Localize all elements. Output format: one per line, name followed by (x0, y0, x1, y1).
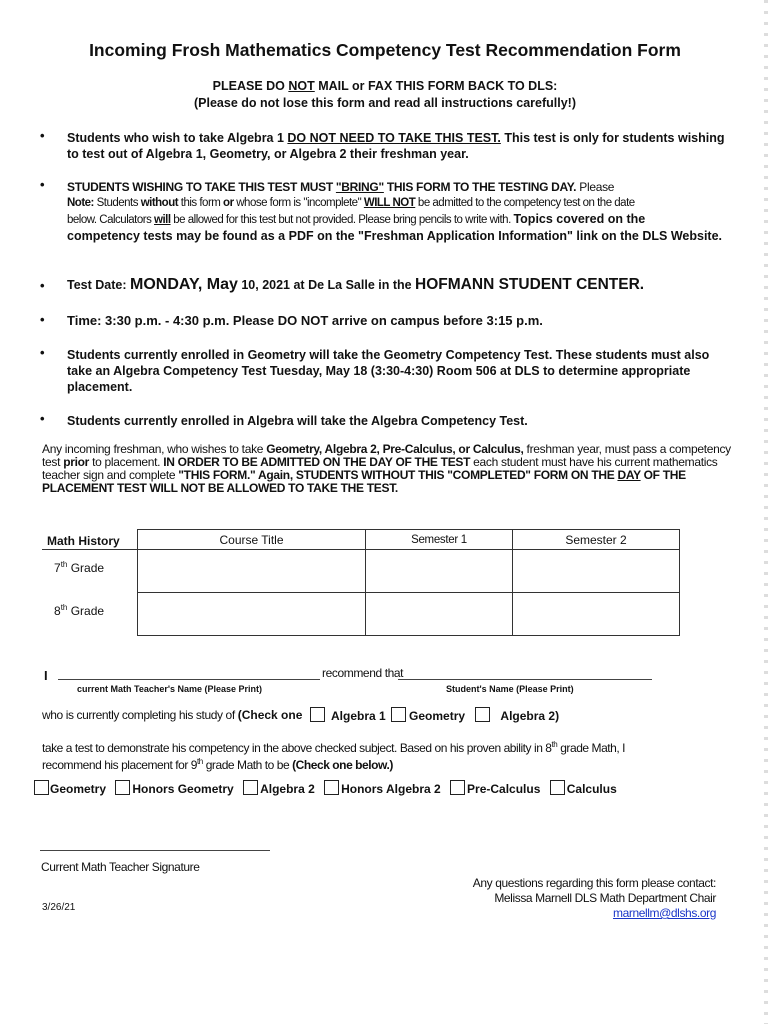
grade-7-semester-1-cell[interactable] (366, 550, 513, 593)
instructions-paragraph: Any incoming freshman, who wishes to take Geometry, Algebra 2, Pre-Calculus, or Calculus, freshman year, must pass a competency test prior to placement. IN ORDER TO BE ADMITTED ON THE DAY OF THE TEST each student must have his current mathematics teacher sign and complete "THIS FORM." Again, STUDENTS WITHOUT THIS "COMPLETED" FORM ON THE DAY OF THE PLACEMENT TEST WILL NOT BE ALLOWED TO TAKE THE TEST. (42, 442, 731, 495)
grade-8-label: 8th Grade (42, 593, 138, 636)
teacher-name-field[interactable] (58, 679, 320, 680)
bullet-algebra1-note: Students who wish to take Algebra 1 DO NOT NEED TO TAKE THIS TEST. This test is only for students wishing to test out of Algebra 1, Geometry, or Algebra 2 their freshman year. (67, 131, 725, 161)
signature-label: Current Math Teacher Signature (41, 860, 200, 874)
table-row (42, 593, 680, 636)
algebra1-checkbox[interactable] (310, 707, 325, 722)
bullet-algebra-students: Students currently enrolled in Algebra will take the Algebra Competency Test. (67, 414, 528, 428)
algebra2-checkbox[interactable] (475, 707, 490, 722)
table-row (42, 550, 680, 593)
grade-8-semester-1-cell[interactable] (366, 593, 513, 636)
geometry-checkbox[interactable] (391, 707, 406, 722)
grade-8-course-cell[interactable] (138, 593, 366, 636)
recommend-that-label: recommend that (322, 666, 404, 680)
recommend-i-label: I (44, 668, 48, 683)
contact-line-1: Any questions regarding this form please contact: (472, 876, 716, 890)
bullet-dot: • (40, 345, 45, 360)
current-course-options: Algebra 1 Geometry Algebra 2) (310, 707, 559, 723)
placement-honors-algebra2-checkbox[interactable] (324, 780, 339, 795)
grade-7-course-cell[interactable] (138, 550, 366, 593)
table-header-semester-1: Semester 1 (366, 530, 513, 550)
contact-email-link[interactable]: marnellm@dlshs.org (612, 906, 716, 920)
contact-block (473, 876, 716, 921)
bullet-dot: • (40, 278, 45, 293)
form-title: Incoming Frosh Mathematics Competency Test Recommendation Form (89, 40, 681, 60)
placement-precalculus-checkbox[interactable] (450, 780, 465, 795)
notice-line-2: (Please do not lose this form and read all instructions carefully!) (193, 96, 577, 110)
bullet-dot: • (40, 177, 45, 192)
student-name-field[interactable] (398, 679, 652, 680)
placement-honors-geometry-checkbox[interactable] (115, 780, 130, 795)
student-name-caption: Student's Name (Please Print) (446, 684, 574, 694)
bullet-dot: • (40, 128, 45, 143)
contact-line-2: Melissa Marnell DLS Math Department Chair (494, 891, 716, 905)
placement-calculus-checkbox[interactable] (550, 780, 565, 795)
grade-7-label: 7th Grade (42, 550, 138, 593)
placement-geometry-checkbox[interactable] (34, 780, 49, 795)
bullet-geometry-students: Students currently enrolled in Geometry will take the Geometry Competency Test. These students must also take an Algebra Competency Test Tuesday, May 18 (3:30-4:30) Room 506 at DLS to determine appropriate placement. (67, 348, 710, 394)
demonstrate-competency-text: take a test to demonstrate his competency in the above checked subject. Based on his proven ability in 8th grade Math, I recommend his placement for 9th grade Math to be (Check one below.) (42, 740, 626, 772)
placement-options: Geometry Honors Geometry Algebra 2 Honors Algebra 2 Pre-Calculus Calculus (34, 780, 617, 796)
grade-8-semester-2-cell[interactable] (513, 593, 680, 636)
placement-algebra2-checkbox[interactable] (243, 780, 258, 795)
signature-line[interactable] (40, 850, 270, 851)
bullet-bring-form: STUDENTS WISHING TO TAKE THIS TEST MUST "BRING" THIS FORM TO THE TESTING DAY. Please Note: Students without this form or whose form is "incomplete" WILL NOT be admitted to the competency test on the date below. Calculators will be allowed for this test but not provided. Please bring pencils to write with. Topics covered on the competency tests may be found as a PDF on the "Freshman Application Information" link on the DLS Website. (67, 180, 723, 243)
table-header-course-title: Course Title (138, 530, 366, 550)
form-date: 3/26/21 (42, 902, 76, 913)
grade-7-semester-2-cell[interactable] (513, 550, 680, 593)
bullet-dot: • (40, 312, 45, 327)
current-study-line: who is currently completing his study of (Check one (42, 708, 303, 722)
table-header-semester-2: Semester 2 (513, 530, 680, 550)
bullet-test-date: Test Date: MONDAY, May 10, 2021 at De La Salle in the HOFMANN STUDENT CENTER. (67, 276, 645, 293)
notice-line-1: PLEASE DO NOT MAIL or FAX THIS FORM BACK TO DLS: (212, 79, 558, 93)
bullet-test-time: Time: 3:30 p.m. - 4:30 p.m. Please DO NOT arrive on campus before 3:15 p.m. (67, 313, 543, 328)
table-header-math-history: Math History (42, 530, 138, 550)
teacher-name-caption: current Math Teacher's Name (Please Print) (77, 684, 263, 694)
math-history-table (42, 529, 680, 636)
bullet-dot: • (40, 411, 45, 426)
scan-edge-artifact (764, 0, 768, 1024)
